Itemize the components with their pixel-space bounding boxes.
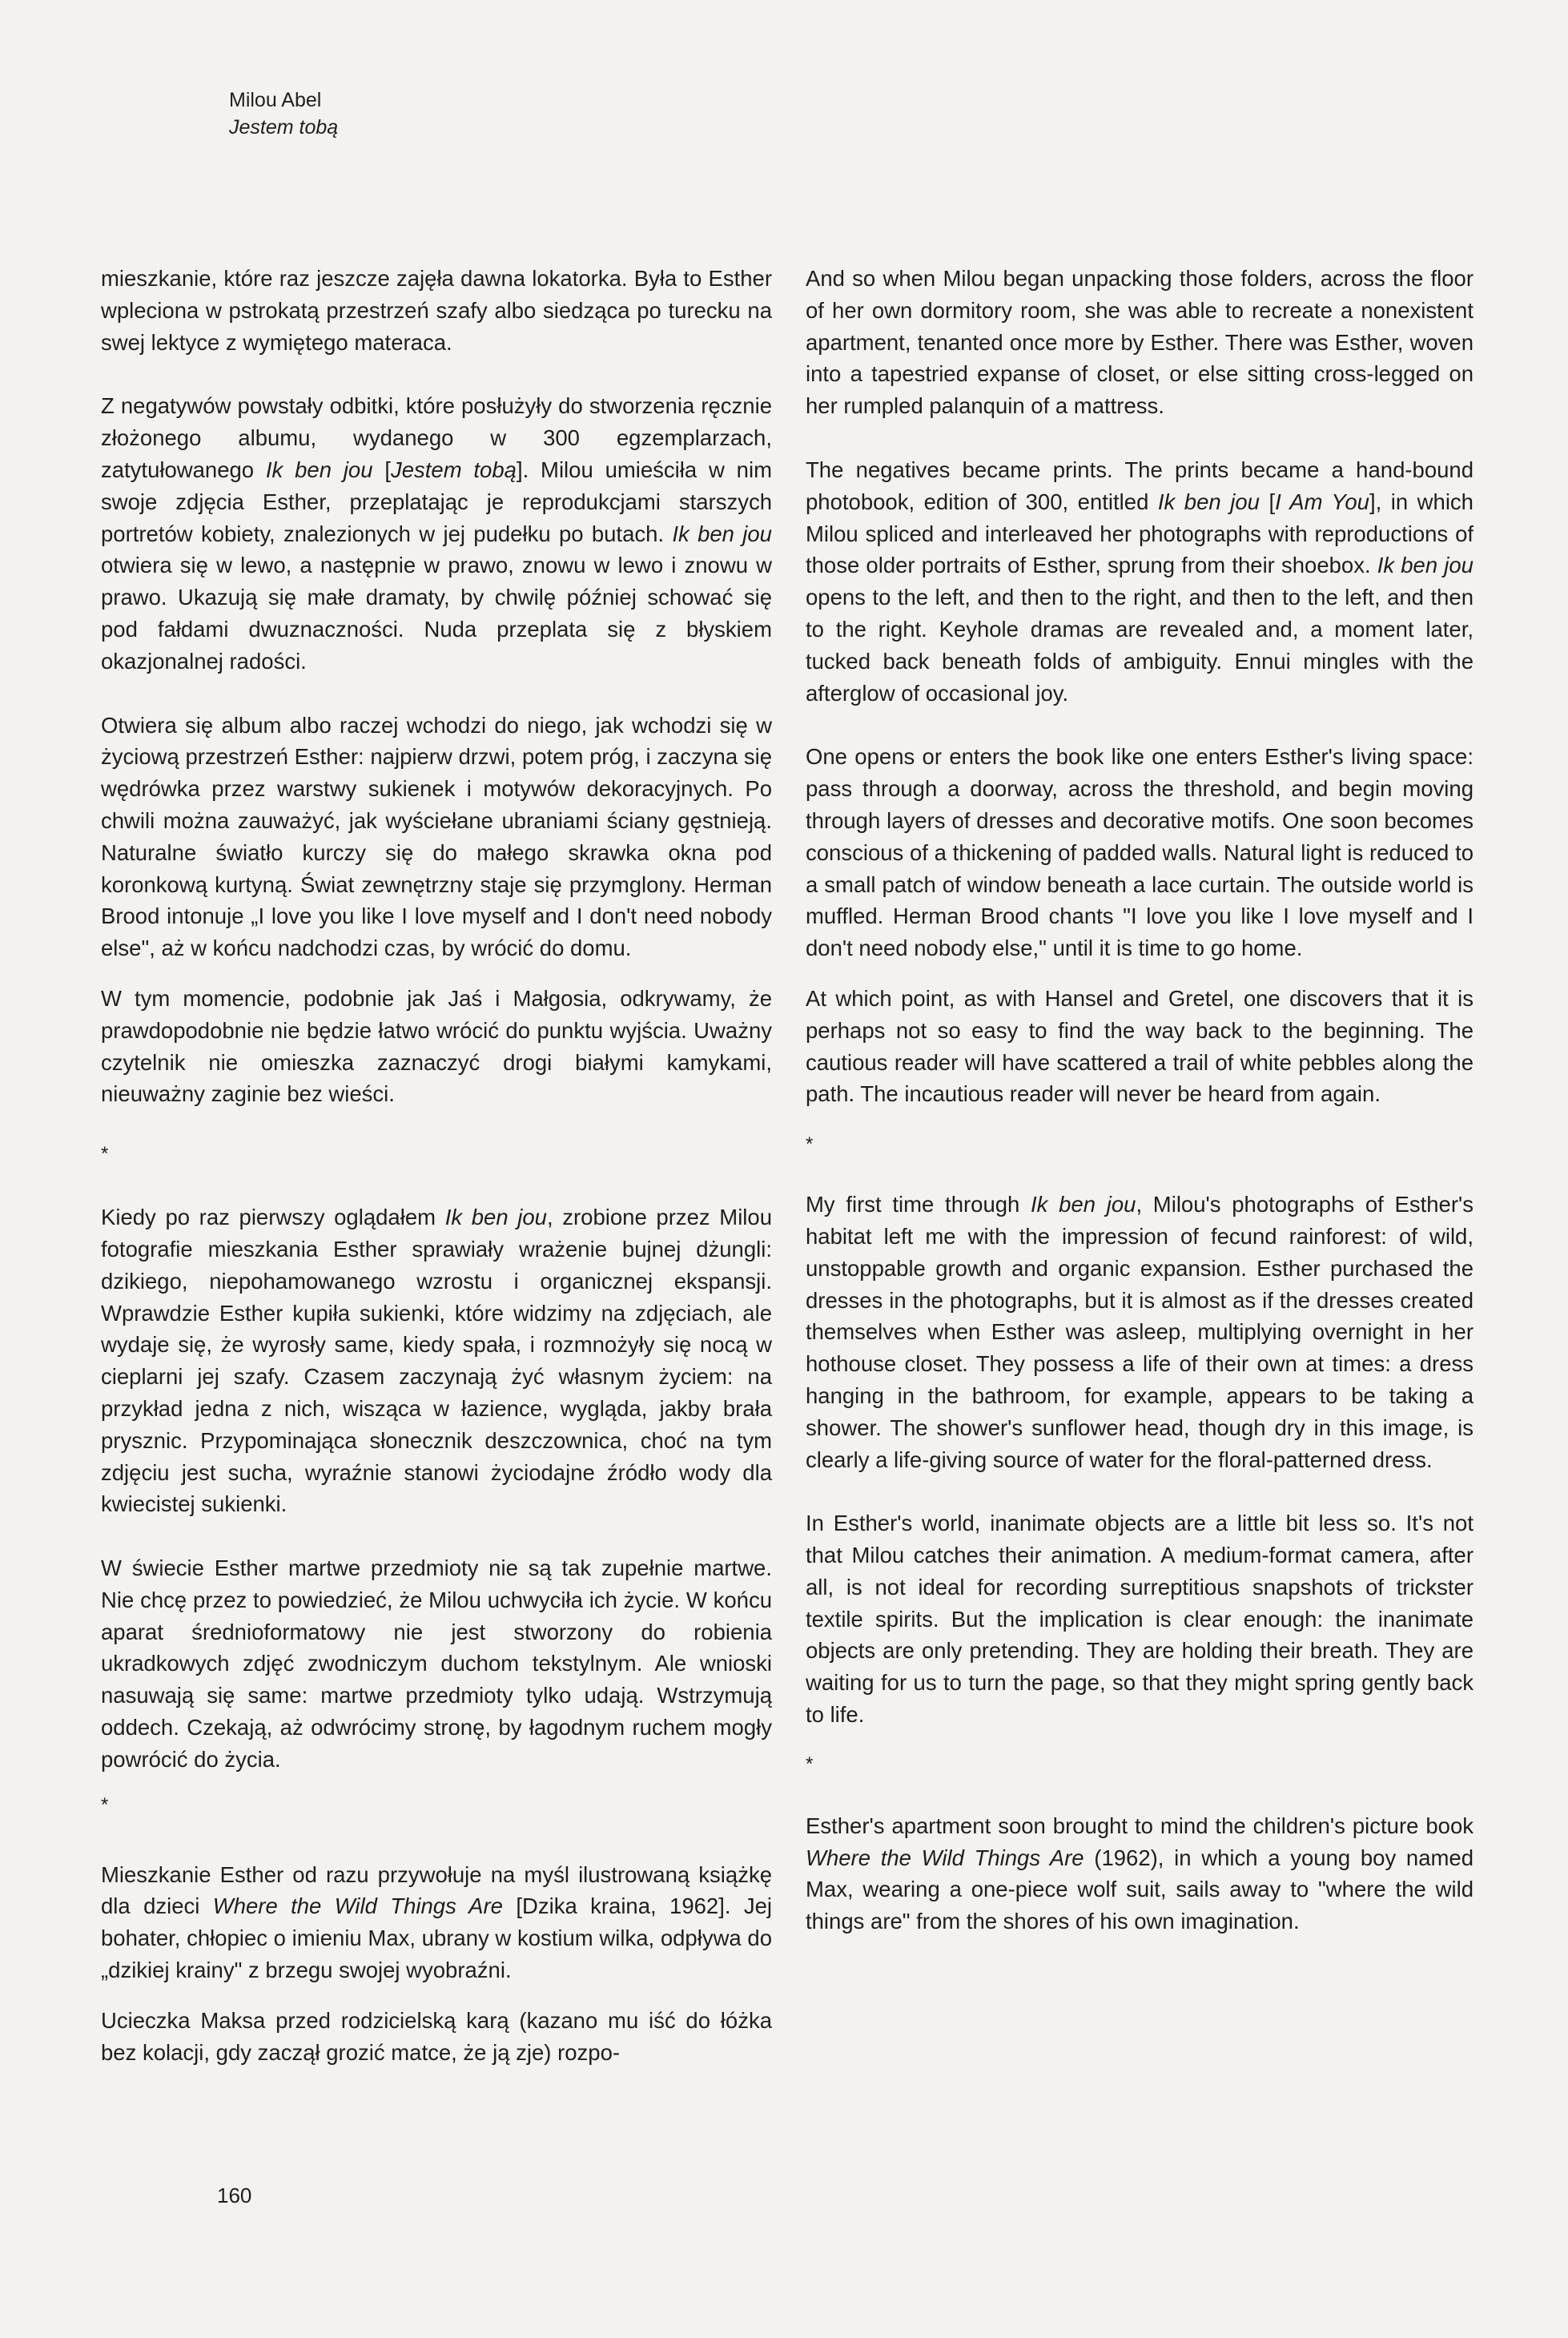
paragraph: mieszkanie, które raz jeszcze zajęła dawna lokatorka. Była to Esther wpleciona w pstrokatą przestrzeń szafy albo siedząca po turecku na swej lektyce z wymiętego materaca. bbox=[101, 266, 772, 355]
paragraph: And so when Milou began unpacking those folders, across the floor of her own dormitory room, she was able to recreate a nonexistent apartment, tenanted once more by Esther. There was Esther, woven into a tapestried expanse of closet, or else sitting cross-legged on her rumpled palanquin of a mattress. bbox=[806, 266, 1474, 419]
paragraph: In Esther's world, inanimate objects are a little bit less so. It's not that Milou catches their animation. A medium-format camera, after all, is not ideal for recording surreptitious snapshots of trickster textile spirits. But the implication is clear enough: the inanimate objects are only pretending. They are holding their breath. They are waiting for us to turn the page, so that they might spring gently back to life. bbox=[806, 1511, 1474, 1728]
paragraph: My first time through Ik ben jou, Milou's photographs of Esther's habitat left me with the impression of fecund rainforest: of wild, unstoppable growth and organic expansion. Esther purchased the dresses in the photographs, but it is almost as if the dresses created themselves when Esther was asleep, multiplying overnight in her hothouse closet. They possess a life of their own at times: a dress hanging in the bathroom, for example, appears to be taking a shower. The shower's sunflower head, though dry in this image, is clearly a life-giving source of water for the floral-patterned dress. bbox=[806, 1192, 1474, 1472]
page-number: 160 bbox=[217, 2183, 252, 2207]
paragraph: W świecie Esther martwe przedmioty nie są tak zupełnie martwe. Nie chcę przez to powiedzieć, że Milou uchwyciła ich życie. W końcu aparat średnioformatowy nie jest stworzony do robienia ukradkowych zdjęć zwodniczym duchom tekstylnym. Ale wnioski nasuwają się same: martwe przedmioty tylko udają. Wstrzymują oddech. Czekają, aż odwrócimy stronę, by łagodnym ruchem mogły powrócić do życia. bbox=[101, 1555, 772, 1772]
section-divider: * bbox=[101, 1793, 109, 1816]
section-divider: * bbox=[806, 1752, 814, 1775]
header-author: Milou Abel bbox=[229, 89, 322, 111]
section-divider: * bbox=[806, 1133, 814, 1156]
paragraph: One opens or enters the book like one enters Esther's living space: pass through a doorway, across the threshold, and begin moving through layers of dresses and decorative motifs. One soon becomes conscious of a thickening of padded walls. Natural light is reduced to a small patch of window beneath a lace curtain. The outside world is muffled. Herman Brood chants "I love you like I love myself and I don't need nobody else," until it is time to go home. bbox=[806, 744, 1474, 961]
paragraph: Esther's apartment soon brought to mind the children's picture book Where the Wild Things Are (1962), in which a young boy named Max, wearing a one-piece wolf suit, sails away to "where the wild things are" from the shores of his own imagination. bbox=[806, 1813, 1474, 1934]
paragraph: At which point, as with Hansel and Gretel, one discovers that it is perhaps not so easy to find the way back to the beginning. The cautious reader will have scattered a trail of white pebbles along the path. The incautious reader will never be heard from again. bbox=[806, 985, 1474, 1107]
paragraph: Kiedy po raz pierwszy oglądałem Ik ben jou, zrobione przez Milou fotografie mieszkania Esther sprawiały wrażenie bujnej dżungli: dzikiego, niepohamowanego wzrostu i organicznej ekspansji. Wprawdzie Esther kupiła sukienki, które widzimy na zdjęciach, ale wydaje się, że wyrosły same, kiedy spała, i rozmnożyły się nocą w cieplarni jej szafy. Czasem zaczynają żyć własnym życiem: na przykład jedna z nich, wisząca w łazience, wygląda, jakby brała prysznic. Przypominająca słonecznik deszczownica, choć na tym zdjęciu jest sucha, wyraźnie stanowi życiodajne źródło wody dla kwiecistej sukienki. bbox=[101, 1205, 773, 1517]
paragraph: Z negatywów powstały odbitki, które posłużyły do stworzenia ręcznie złożonego albumu, wydanego w 300 egzemplarzach, zatytułowanego Ik ben jou [Jestem tobą]. Milou umieściła w nim swoje zdjęcia Esther, przeplatając je reprodukcjami starszych portretów kobiety, znalezionych w jej pudełku po butach. Ik ben jou otwiera się w lewo, a następnie w prawo, znowu w lewo i znowu w prawo. Ukazują się małe dramaty, by chwilę później schować się pod fałdami dwuznaczności. Nuda przeplata się z błyskiem okazjonalnej radości. bbox=[101, 393, 772, 674]
paragraph: W tym momencie, podobnie jak Jaś i Małgosia, odkrywamy, że prawdopodobnie nie będzie łatwo wrócić do punktu wyjścia. Uważny czytelnik nie omieszka zaznaczyć drogi białymi kamykami, nieuważny zaginie bez wieści. bbox=[101, 985, 772, 1107]
header-title: Jestem tobą bbox=[229, 116, 339, 139]
polish-column bbox=[101, 263, 772, 2068]
paragraph: Ucieczka Maksa przed rodzicielską karą (kazano mu iść do łóżka bez kolacji, gdy zaczął grozić matce, że ją zje) rozpo- bbox=[101, 2007, 772, 2065]
paragraph: The negatives became prints. The prints became a hand-bound photobook, edition of 300, entitled Ik ben jou [I Am You], in which Milou spliced and interleaved her photographs with reproductions of those older portraits of Esther, sprung from their shoebox. Ik ben jou opens to the left, and then to the right, and then to the left, and then to the right. Keyhole dramas are revealed and, a moment later, tucked back beneath folds of ambiguity. Ennui mingles with the afterglow of occasional joy. bbox=[806, 457, 1474, 706]
section-divider: * bbox=[101, 1143, 109, 1165]
running-header bbox=[229, 87, 338, 141]
paragraph: Mieszkanie Esther od razu przywołuje na myśl ilustrowaną książkę dla dzieci Where the Wild Things Are [Dzika kraina, 1962]. Jej bohater, chłopiec o imieniu Max, ubrany w kostium wilka, odpływa do „dzikiej krainy" z brzegu swojej wyobraźni. bbox=[101, 1861, 773, 1983]
english-column bbox=[806, 263, 1474, 1938]
paragraph: Otwiera się album albo raczej wchodzi do niego, jak wchodzi się w życiową przestrzeń Esther: najpierw drzwi, potem próg, i zaczyna się wędrówka przez warstwy sukienek i motywów dekoracyjnych. Po chwili można zauważyć, jak wyściełane ubraniami ściany gęstnieją. Naturalne światło kurczy się do małego skrawka okna pod koronkową kurtyną. Świat zewnętrzny staje się przymglony. Herman Brood intonuje „I love you like I love myself and I don't need nobody else", aż w końcu nadchodzi czas, by wrócić do domu. bbox=[101, 712, 772, 961]
